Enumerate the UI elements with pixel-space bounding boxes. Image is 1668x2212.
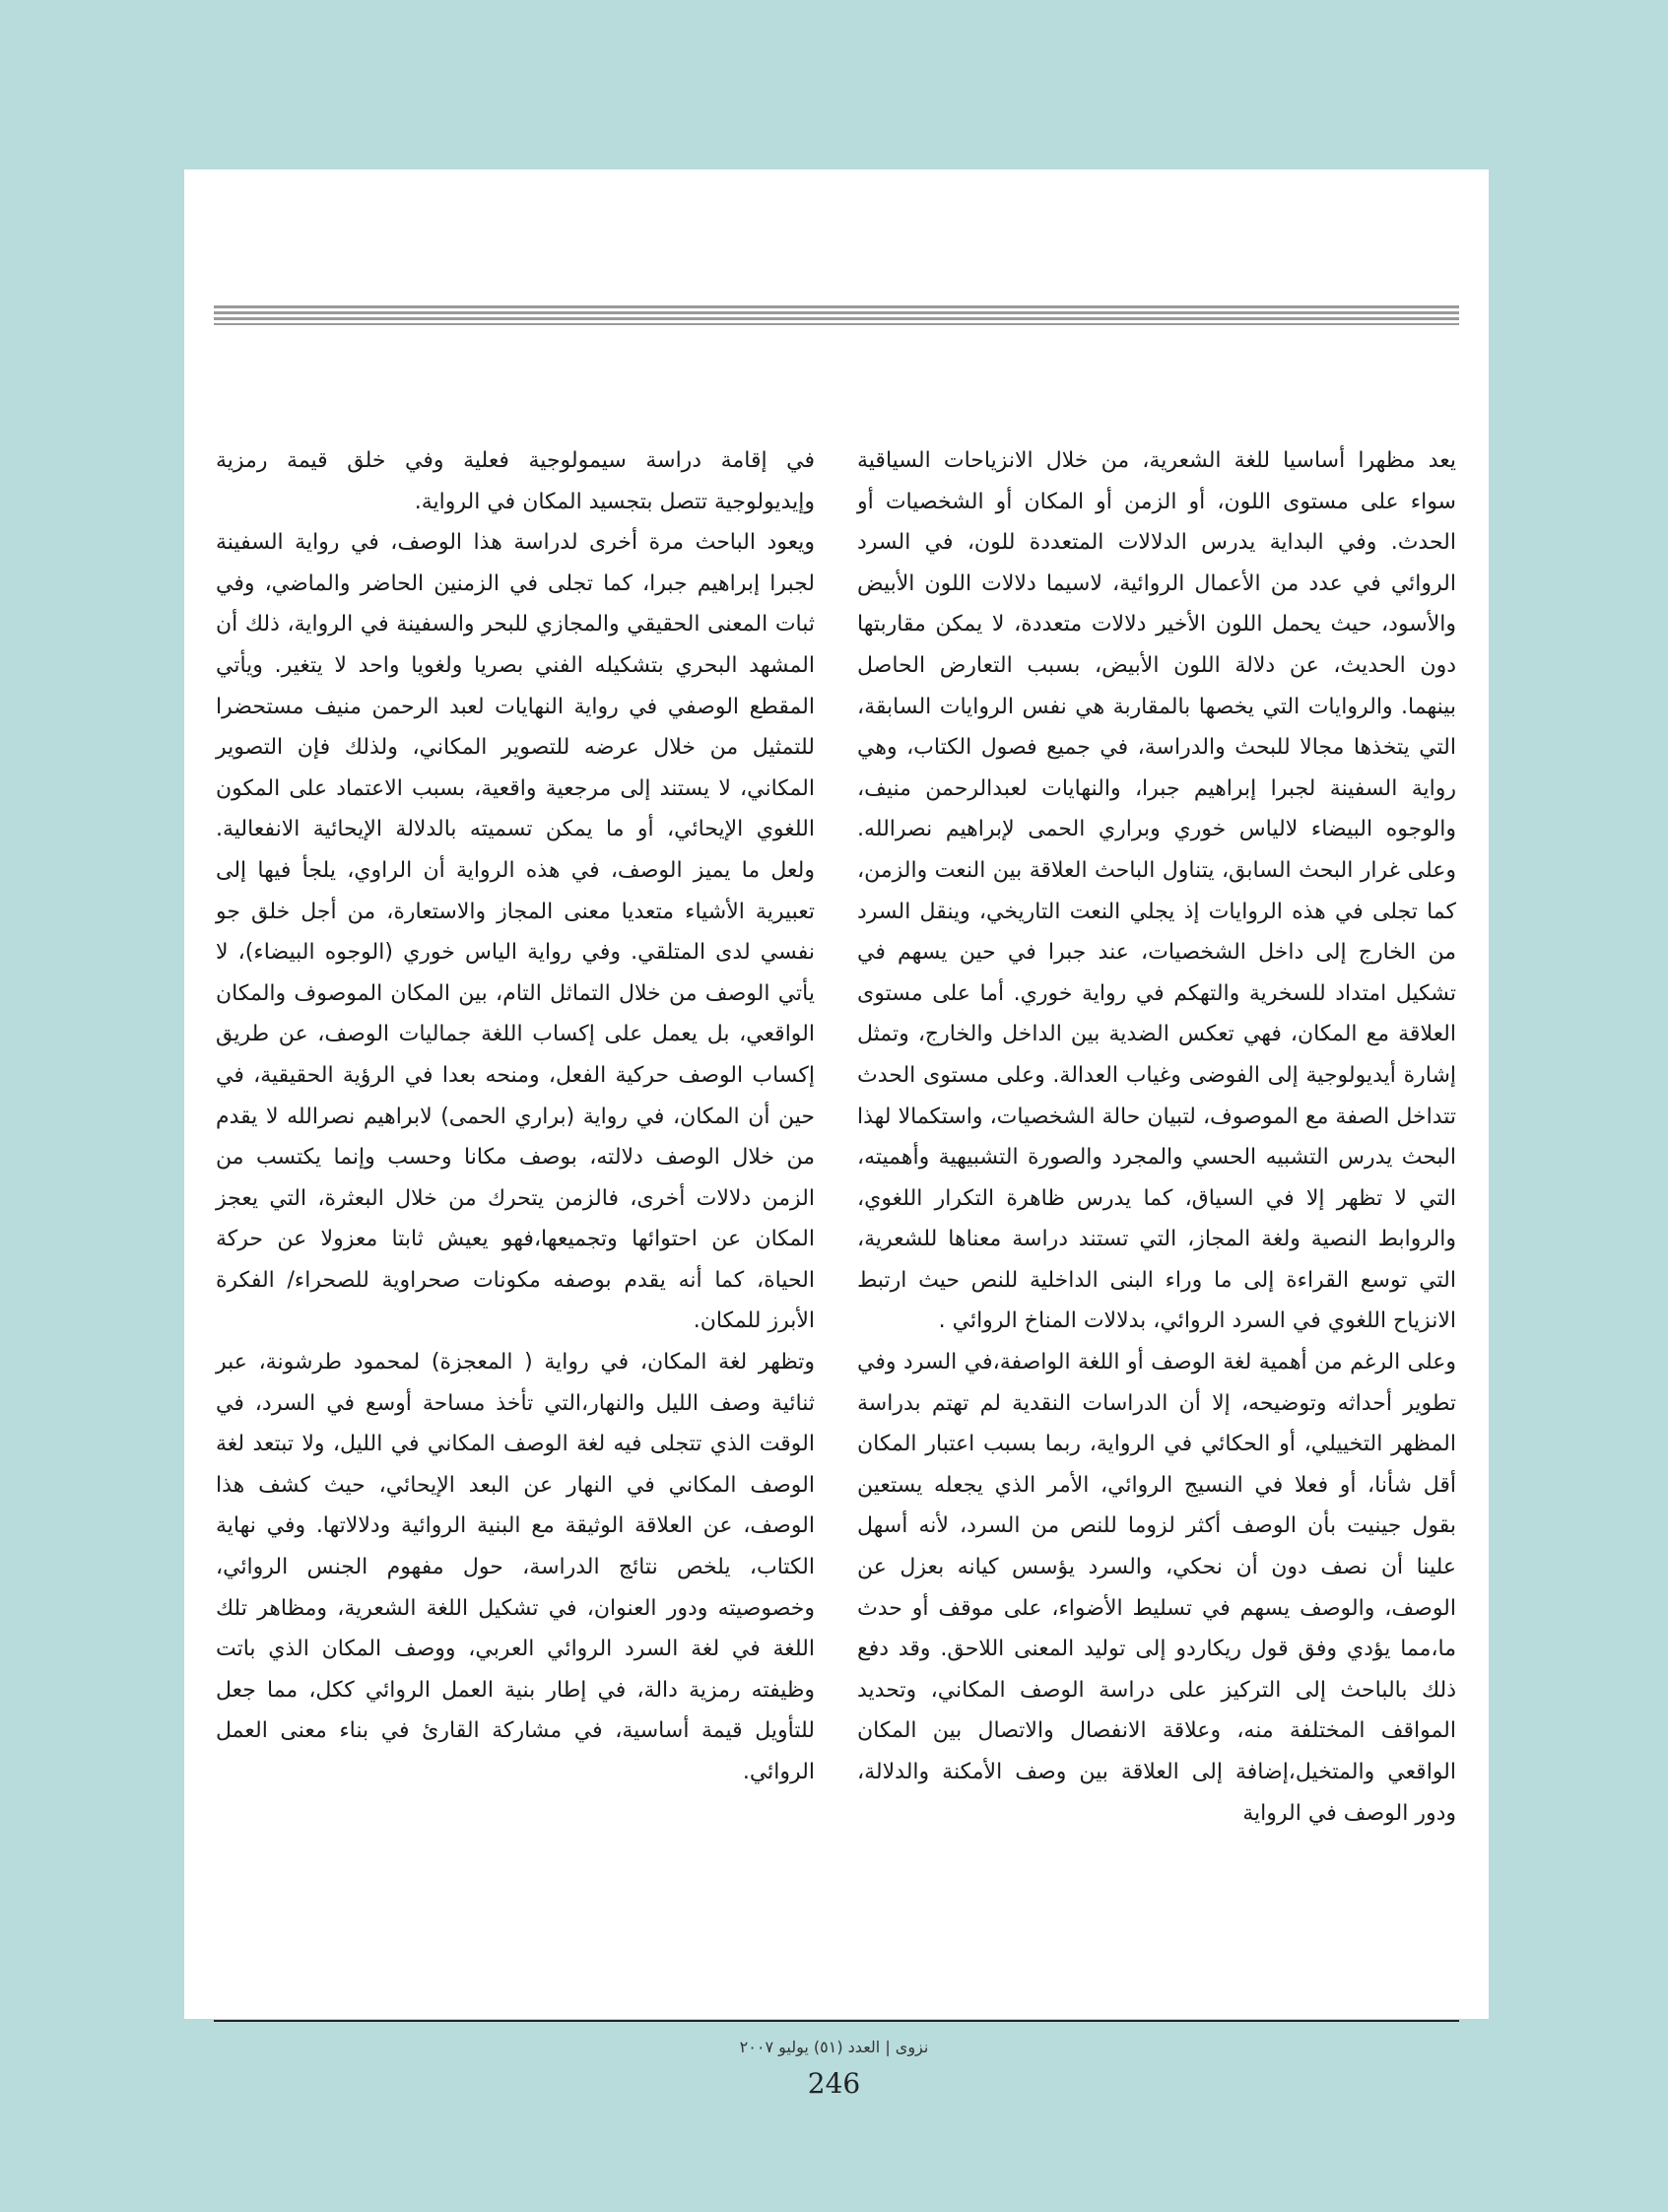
issue-line: نزوى | العدد (٥١) يوليو ٢٠٠٧ [739, 2038, 929, 2056]
left-column [216, 440, 815, 1793]
paragraph: في إقامة دراسة سيمولوجية فعلية وفي خلق قيمة رمزية وإيديولوجية تتصل بتجسيد المكان في الرواية. [216, 448, 815, 514]
footer-rule [214, 2020, 1459, 2022]
paragraph: وعلى الرغم من أهمية لغة الوصف أو اللغة الواصفة،في السرد وفي تطوير أحداثه وتوضيحه، إلا أن الدراسات النقدية لم تهتم بدراسة المظهر التخييلي، أو الحكائي في الرواية، ربما بسبب اعتبار المكان أقل شأنا، أو فعلا في النسيج الروائي، الأمر الذي يجعله يستعين بقول جينيت بأن الوصف أكثر لزوما للنص من السرد، لأنه أسهل علينا أن نصف دون أن نحكي، والسرد يؤسس كيانه بعزل عن الوصف، والوصف يسهم في تسليط الأضواء، على موقف أو حدث ما،مما يؤدي وفق قول ريكاردو إلى توليد المعنى اللاحق. وقد دفع ذلك بالباحث إلى التركيز على دراسة الوصف المكاني، وتحديد المواقف المختلفة منه، وعلاقة الانفصال والاتصال بين المكان الواقعي والمتخيل،إضافة إلى العلاقة بين وصف الأمكنة والدلالة، ودور الوصف في الرواية [857, 1350, 1456, 1826]
header-rules [214, 305, 1459, 325]
page-sheet [184, 169, 1489, 2019]
paragraph: يعد مظهرا أساسيا للغة الشعرية، من خلال الانزياحات السياقية سواء على مستوى اللون، أو الزمن أو المكان أو الشخصيات أو الحدث. وفي البداية يدرس الدلالات المتعددة للون، في السرد الروائي في عدد من الأعمال الروائية، لاسيما دلالات اللون الأبيض والأسود، حيث يحمل اللون الأخير دلالات متعددة، لا يمكن مقاربتها دون الحديث، عن دلالة اللون الأبيض، بسبب التعارض الحاصل بينهما. والروايات التي يخصها بالمقاربة هي نفس الروايات السابقة، التي يتخذها مجالا للبحث والدراسة، في جميع فصول الكتاب، وهي رواية السفينة لجبرا إبراهيم جبرا، والنهايات لعبدالرحمن منيف، والوجوه البيضاء لالياس خوري وبراري الحمى لإبراهيم نصرالله. وعلى غرار البحث السابق، يتناول الباحث العلاقة بين النعت والزمن، كما تجلى في هذه الروايات إذ يجلي النعت التاريخي، وينقل السرد من الخارج إلى داخل الشخصيات، عند جبرا في حين يسهم في تشكيل امتداد للسخرية والتهكم في رواية خوري. أما على مستوى العلاقة مع المكان، فهي تعكس الضدية بين الداخل والخارج، وتمثل إشارة أيديولوجية إلى الفوضى وغياب العدالة. وعلى مستوى الحدث تتداخل الصفة مع الموصوف، لتبيان حالة الشخصيات، واستكمالا لهذا البحث يدرس التشبيه الحسي والمجرد والصورة التشبيهية وأهميته، التي لا تظهر إلا في السياق، كما يدرس ظاهرة التكرار اللغوي، والروابط النصية ولغة المجاز، التي تستند دراسة معناها للشعرية، التي توسع القراءة إلى ما وراء البنى الداخلية للنص حيث ارتبط الانزياح اللغوي في السرد الروائي، بدلالات المناخ الروائي . [857, 448, 1456, 1334]
paragraph: ويعود الباحث مرة أخرى لدراسة هذا الوصف، في رواية السفينة لجبرا إبراهيم جبرا، كما تجلى في الزمنين الحاضر والماضي، وفي ثبات المعنى الحقيقي والمجازي للبحر والسفينة في الرواية، ذلك أن المشهد البحري بتشكيله الفني بصريا ولغويا واحد لا يتغير. ويأتي المقطع الوصفي في رواية النهايات لعبد الرحمن منيف مستحضرا للتمثيل من خلال عرضه للتصوير المكاني، ولذلك فإن التصوير المكاني، لا يستند إلى مرجعية واقعية، بسبب الاعتماد على المكون اللغوي الإيحائي، أو ما يمكن تسميته بالدلالة الإيحائية الانفعالية. ولعل ما يميز الوصف، في هذه الرواية أن الراوي، يلجأ فيها إلى تعبيرية الأشياء متعديا معنى المجاز والاستعارة، من أجل خلق جو نفسي لدى المتلقي. وفي رواية الياس خوري (الوجوه البيضاء)، لا يأتي الوصف من خلال التماثل التام، بين المكان الموصوف والمكان الواقعي، بل يعمل على إكساب اللغة جماليات الوصف، عن طريق إكساب الوصف حركية الفعل، ومنحه بعدا في الرؤية الحقيقية، في حين أن المكان، في رواية (براري الحمى) لابراهيم نصرالله لا يقدم من خلال الوصف دلالته، بوصف مكانا وحسب وإنما يكتسب من الزمن دلالات أخرى، فالزمن يتحرك من خلال البعثرة، التي يعجز المكان عن احتوائها وتجميعها،فهو يعيش ثابتا معزولا عن حركة الحياة، كما أنه يقدم بوصفه مكونات صحراوية للصحراء/ الفكرة الأبرز للمكان. [216, 530, 815, 1334]
right-column [857, 440, 1456, 1834]
page-number: 246 [807, 2067, 861, 2100]
paragraph: وتظهر لغة المكان، في رواية ( المعجزة) لمحمود طرشونة، عبر ثنائية وصف الليل والنهار،التي تأخذ مساحة أوسع في السرد، في الوقت الذي تتجلى فيه لغة الوصف المكاني في الليل، ولا تبتعد لغة الوصف المكاني في النهار عن البعد الإيحائي، حيث كشف هذا الوصف، عن العلاقة الوثيقة مع البنية الروائية ودلالاتها. وفي نهاية الكتاب، يلخص نتائج الدراسة، حول مفهوم الجنس الروائي، وخصوصيته ودور العنوان، في تشكيل اللغة الشعرية، ومظاهر تلك اللغة في لغة السرد الروائي العربي، ووصف المكان الذي باتت وظيفته رمزية دالة، في إطار بنية العمل الروائي ككل، مما جعل للتأويل قيمة أساسية، في مشاركة القارئ في بناء معنى العمل الروائي. [216, 1350, 815, 1784]
